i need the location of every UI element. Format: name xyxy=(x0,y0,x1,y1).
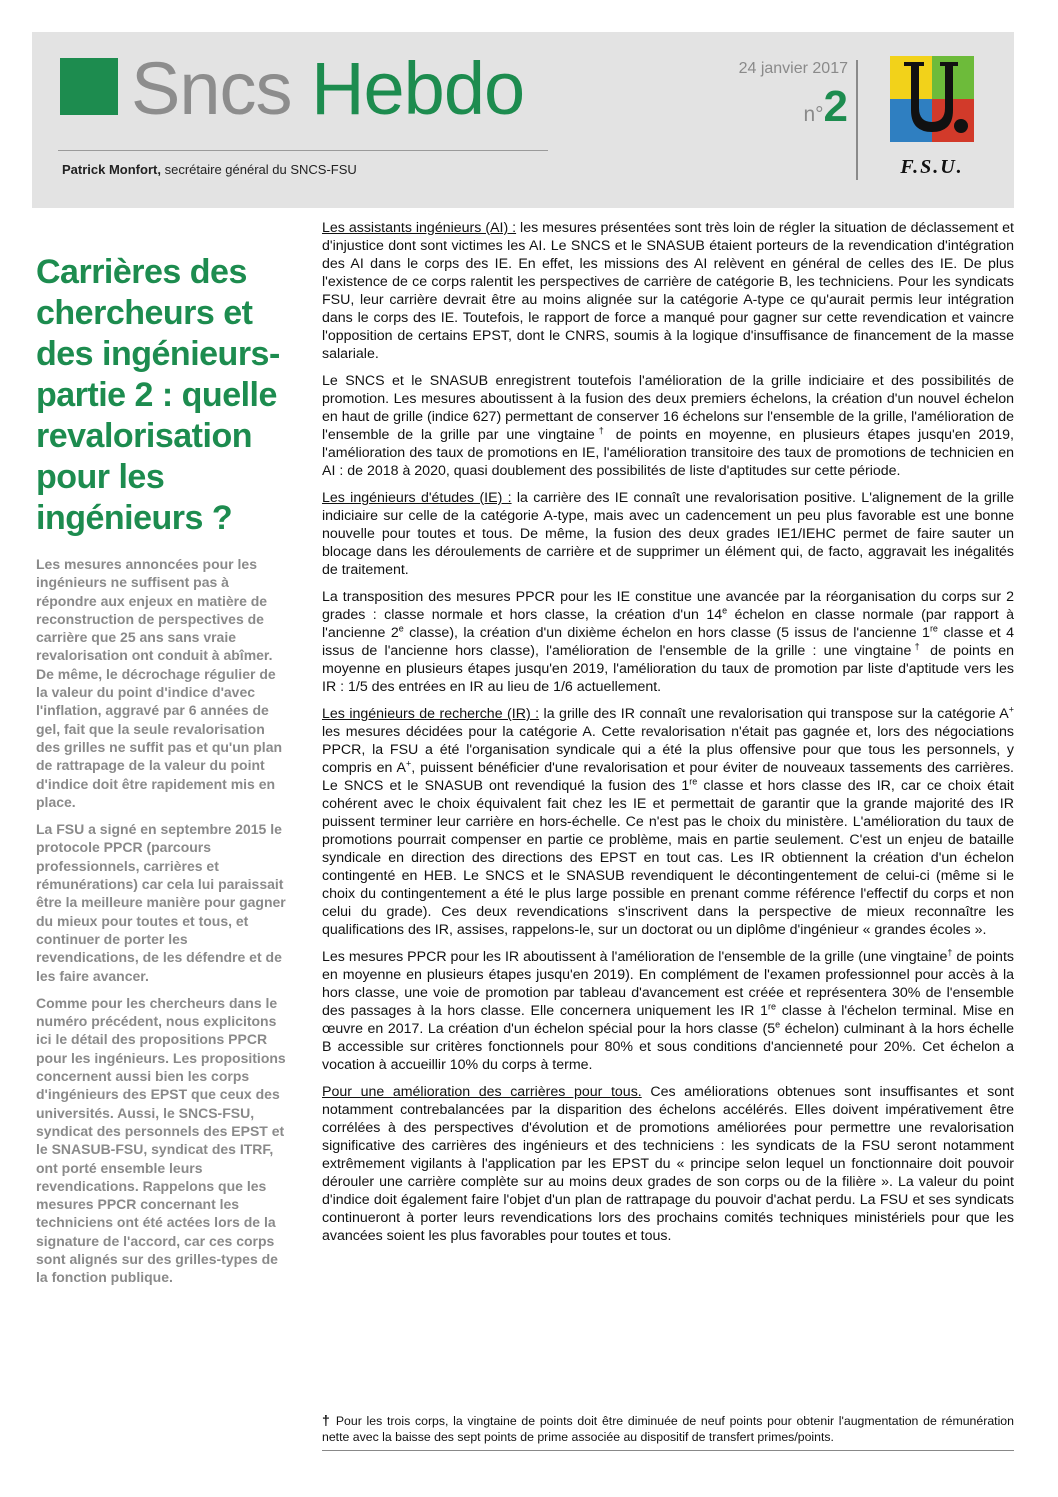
superscript: e xyxy=(398,623,404,634)
header-divider xyxy=(856,60,858,180)
fsu-logo xyxy=(890,56,974,142)
superscript: e xyxy=(722,605,728,616)
paragraph-text: classe et 4 issus de l'ancienne hors classe), l'amélioration de l'ensemble de la grille : une vingtaine xyxy=(322,625,1015,659)
paragraph-text: Le SNCS et le SNASUB enregistrent toutefois l'amélioration de la grille indiciaire et des possibilités de promotion. Les mesures aboutissent à la fusion des deux premiers échelons, la création d'un nouvel échelon en haut de grille (indice 627) permettant de conserver 16 échelons sur l'ensemble de la grille, l'amélioration de l'ensemble de la grille par une vingtaine xyxy=(322,373,1014,443)
sidebar-paragraph: Les mesures annoncées pour les ingénieurs ne suffisent pas à répondre aux enjeux en matière de reconstruction de perspectives de carrière que 25 ans sans vraie revalorisation ont conduit à abîmer. De même, le décrochage régulier de la valeur du point d'indice d'avec l'inflation, aggravé par 6 années de gel, fait que la seule revalorisation des grilles ne suffit pas et qu'un plan de rattrapage de la valeur du point d'indice doit être rapidement mis en place. xyxy=(36,556,283,810)
footnote-text: Pour les trois corps, la vingtaine de points doit être diminuée de neuf points pour obtenir l'augmentation de rémunération nette avec la baisse des sept points de prime associée au dispositif de transfert primes/points. xyxy=(322,1414,1014,1444)
dagger-mark: † xyxy=(594,425,608,436)
issue-number-value: 2 xyxy=(823,82,848,131)
paragraph-text: la carrière des IE connaît une revalorisation positive. L'alignement de la grille indiciaire sur celle de la catégorie A-type, mais avec un cadencement un peu plus favorable est une bonne nouvelle pour toutes et tous. De même, la fusion des deux grades IE1/IEHC permet de faire sauter un blocage dans les déroulements de carrière et de supprimer un élément qui, de facto, aggravait les inégalités de traitement. xyxy=(322,490,1014,578)
superscript: re xyxy=(689,776,698,787)
dagger-mark: † xyxy=(947,947,953,958)
issue-number-prefix: n° xyxy=(803,103,824,126)
sidebar-paragraph: La FSU a signé en septembre 2015 le protocole PPCR (parcours professionnels, carrières et rémunérations) car cela lui paraissait être la meilleure manière pour gagner du mieux pour toutes et tous, et continuer de porter les revendications, de les défendre et de les faire avancer. xyxy=(36,821,286,984)
paragraph-ie xyxy=(322,489,1014,579)
paragraph-ir xyxy=(322,705,1014,939)
masthead-title-sncs: Sncs xyxy=(131,47,292,130)
article-body xyxy=(322,219,1014,1254)
paragraph-text: de points en moyenne en plusieurs étapes jusqu'en 2019). En complément de l'examen professionnel pour accès à la hors classe, une voie de promotion par tableau d'avancement est créée et représentera 30% de l'ensemble des passages à la hors classe. Elle concernera uniquement les IR 1 xyxy=(322,949,1014,1019)
dagger-mark: † xyxy=(911,641,923,652)
issue-number xyxy=(803,82,848,132)
fsu-logo-text: F.S.U. xyxy=(900,156,964,178)
article-headline: Carrières des chercheurs et des ingénieurs-partie 2 : quelle revalorisation pour les ingénieurs ? xyxy=(36,253,280,537)
sidebar-paragraph: Comme pour les chercheurs dans le numéro précédent, nous explicitons ici le détail des propositions PPCR pour les ingénieurs. Les propositions concernent aussi bien les corps d'ingénieurs des EPST que ceux des universités. Aussi, le SNCS-FSU, syndicat des personnels des EPST et le SNASUB-FSU, syndicat des ITRF, ont porté ensemble leurs revendications. Rappelons que les mesures PPCR concernant les techniciens ont été actées lors de la signature de l'accord, car ces corps sont alignés sur des grilles-types de la fonction publique. xyxy=(36,994,286,1286)
paragraph-text: Les mesures PPCR pour les IR aboutissent à l'amélioration de l'ensemble de la grille (une vingtaine xyxy=(322,949,948,965)
paragraph-text: les mesures décidées pour la catégorie A. Cette revalorisation n'était pas gagnée et, lors des négociations PPCR, la FSU a été l'organisation syndicale qui a été la plus offensive pour que tous les personnels, y compris en A xyxy=(322,724,1014,776)
paragraph-text: de points en moyenne, en plusieurs étapes jusqu'en 2019, l'amélioration des taux de promotions en IE, l'amélioration transitoire des taux de promotions de technicien en AI : de 2018 à 2020, quasi doublement des possibilités de liste d'aptitudes sur cette période. xyxy=(322,427,1014,479)
superscript: re xyxy=(929,623,938,634)
issue-date: 24 janvier 2017 xyxy=(738,60,848,77)
paragraph-text: classe à l'échelon terminal. Mise en œuvre en 2017. La création d'un échelon spécial pour la hors classe (5 xyxy=(322,1003,1014,1037)
section-lead-ai: Les assistants ingénieurs (AI) : xyxy=(322,220,517,236)
paragraph-text: classe et hors classe des IR, car ce choix était cohérent avec le choix équivalent fait chez les IE et permettait de garantir que la grande majorité des IR puissent terminer leur carrière en hors-échelle. Ce n'est pas le choix du ministère. L'amélioration du taux de promotions pourrait compenser en partie ce problème, mais en partie seulement. C'est un enjeu de bataille syndicale en direction des directions des EPST en tout cas. Les IR obtiennent la création d'un échelon contingenté en HEB. Le SNCS et le SNASUB revendiquent le décontingentement de celui-ci (même si le choix du contingentement a été le plus large possible en prenant comme référence l'effectif du corps et non celui du grade). Ces deux revendications s'inscrivent dans la perspective de mieux reconnaître les qualifications des IR, assises, rappelons-le, sur un doctorat ou un diplôme d'ingénieur « grandes écoles ». xyxy=(322,778,1014,938)
author-name: Patrick Monfort, xyxy=(62,162,161,177)
section-lead-ie: Les ingénieurs d'études (IE) : xyxy=(322,490,512,506)
article-sidebar xyxy=(36,555,288,1296)
paragraph-ie-ppcr xyxy=(322,588,1014,696)
superscript: + xyxy=(1008,704,1015,715)
paragraph-text: classe), la création d'un dixième échelon en hors classe (5 issus de l'ancienne 1 xyxy=(403,625,930,641)
masthead-title-hebdo: Hebdo xyxy=(311,47,525,130)
superscript: e xyxy=(775,1019,781,1030)
paragraph-ai-grid xyxy=(322,372,1014,480)
paragraph-text: échelon) culminant à la hors échelle B accessible sur critères fonctionnels pour 80% et sous conditions d'ancienneté pour 20%. Cet échelon a vocation à accueillir 10% du corps à terme. xyxy=(322,1021,1014,1073)
superscript: re xyxy=(767,1001,776,1012)
author-line xyxy=(62,162,357,177)
masthead-title xyxy=(131,44,524,134)
paragraph-ai xyxy=(322,219,1014,363)
bottom-rule xyxy=(322,1450,1014,1451)
header-rule xyxy=(58,150,548,151)
paragraph-ir-ppcr xyxy=(322,948,1014,1074)
paragraph-text: de points en moyenne en plusieurs étapes jusqu'en 2019, l'amélioration du taux de promotion par liste d'aptitude vers les IR : 1/5 des entrées en IR au lieu de 1/6 actuellement. xyxy=(322,643,1014,695)
masthead-square xyxy=(60,58,118,115)
paragraph-text: , puissent bénéficier d'une revalorisation et pour éviter de nouveaux tassements des carrières. Le SNCS et le SNASUB ont revendiqué la fusion des 1 xyxy=(322,760,1014,794)
paragraph-text: la grille des IR connaît une revalorisation qui transpose sur la catégorie A xyxy=(539,706,1009,722)
paragraph-text: La transposition des mesures PPCR pour les IE constitue une avancée par la réorganisation du corps sur 2 grades : classe normale et hors classe, la création d'un 14 xyxy=(322,589,1014,623)
paragraph-text: les mesures présentées sont très loin de régler la situation de déclassement et d'injustice dont sont victimes les AI. Le SNCS et le SNASUB étaient porteurs de la revendication d'intégration des AI dans le corps des IE. En effet, les missions des AI relèvent en général de celles des IE. De plus l'existence de ce corps ralentit les perspectives de carrière de catégorie B, les techniciens. Pour les syndicats FSU, leur carrière devrait être au moins alignée sur la catégorie A-type ce qu'aurait permis leur intégration dans le corps des IE. Toutefois, le rapport de force a manqué pour gagner sur cette revendication et vaincre l'opposition de certains EPST, dont le CNRS, soumis à la logique d'insuffisance de financement de la masse salariale. xyxy=(322,220,1014,362)
footnote-mark: † xyxy=(322,1412,332,1428)
footnote xyxy=(322,1412,1014,1445)
author-role: secrétaire général du SNCS-FSU xyxy=(164,162,357,177)
paragraph-text: Ces améliorations obtenues sont insuffisantes et sont notamment contrebalancées par la disparition des échelons accélérés. Elles doivent impérativement être corrélées à des perspectives d'évolution et de promotions améliorées pour permettre une revalorisation significative des carrières des ingénieurs et des techniciens : les syndicats de la FSU seront notamment extrêmement vigilants à l'application par les EPST du « principe selon lequel un fonctionnaire doit pouvoir dérouler une carrière complète sur au moins deux grades de son corps ou de la filière ». La valeur du point d'indice doit également faire l'objet d'un plan de rattrapage du pouvoir d'achat perdu. La FSU et ses syndicats continueront à porter leurs revendications lors des prochains comités techniques ministériels pour que les avancées soient les plus favorables pour toutes et tous. xyxy=(322,1084,1014,1244)
paragraph-conclusion xyxy=(322,1083,1014,1245)
superscript: + xyxy=(405,758,412,769)
section-lead-conclusion: Pour une amélioration des carrières pour tous. xyxy=(322,1084,642,1100)
section-lead-ir: Les ingénieurs de recherche (IR) : xyxy=(322,706,540,722)
paragraph-text: échelon en classe normale (par rapport à l'ancienne 2 xyxy=(322,607,1014,641)
